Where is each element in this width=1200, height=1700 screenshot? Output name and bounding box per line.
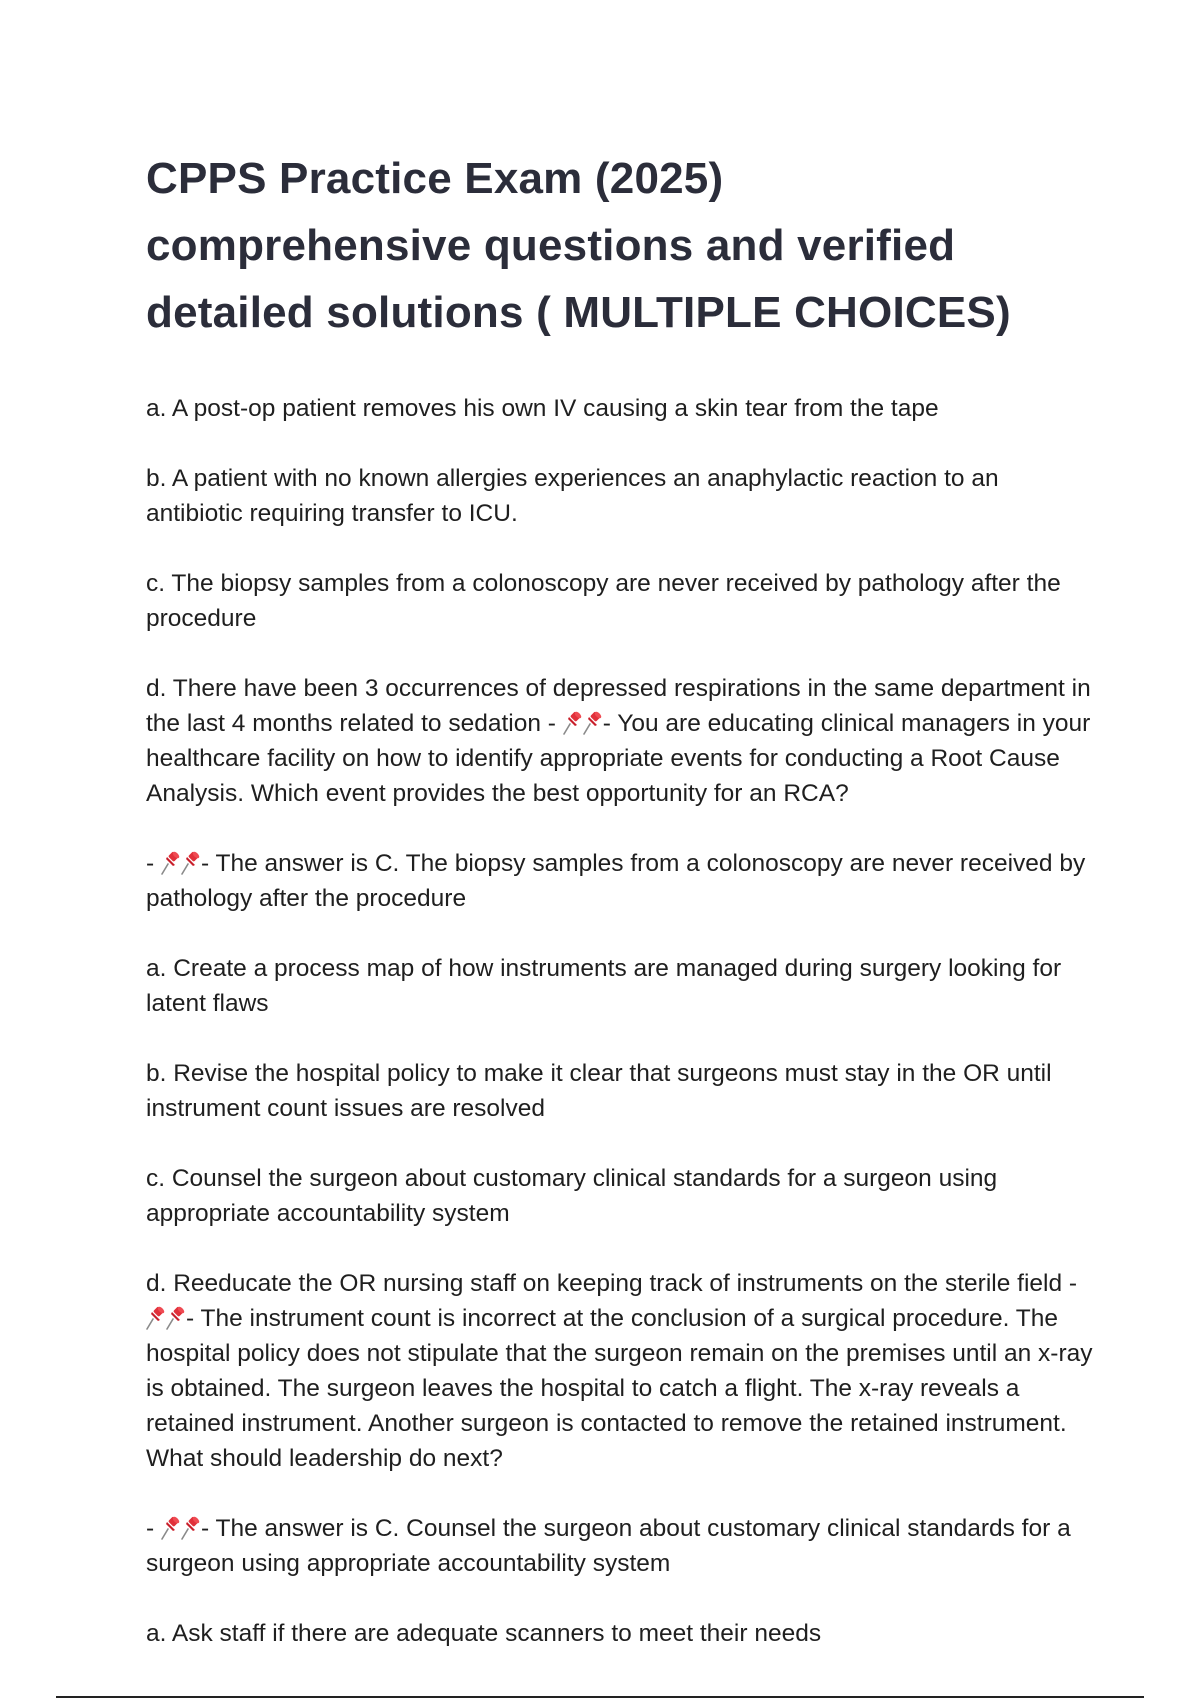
q1-option-d-text: d. There have been 3 occurrences of depressed respirations in the same department in the last 4 months related to sedation - (146, 675, 1091, 737)
pins (161, 846, 201, 881)
answer-dash: - (146, 850, 155, 877)
q1-option-b: b. A patient with no known allergies experiences an anaphylactic reaction to an antibiotic requiring transfer to ICU. (146, 465, 999, 527)
pins (146, 1301, 186, 1336)
page-bottom-rule (56, 1696, 1144, 1698)
title-line-3: detailed solutions ( MULTIPLE CHOICES) (146, 288, 1011, 337)
q2-option-c: c. Counsel the surgeon about customary clinical standards for a surgeon using appropriate accountability system (146, 1165, 998, 1227)
q2-option-d-text: d. Reeducate the OR nursing staff on keeping track of instruments on the sterile field - (146, 1270, 1078, 1297)
q1-answer-text: - The answer is C. The biopsy samples from a colonoscopy are never received by pathology after the procedure (146, 850, 1086, 912)
q2-option-b: b. Revise the hospital policy to make it clear that surgeons must stay in the OR until instrument count issues are resolved (146, 1060, 1052, 1122)
q1-option-a: a. A post-op patient removes his own IV causing a skin tear from the tape (146, 395, 939, 422)
q1-answer (146, 846, 1096, 916)
pushpin-icon (161, 851, 181, 875)
q2-option-d-question (146, 1266, 1096, 1476)
pushpin-icon (181, 851, 201, 875)
pushpin-icon (166, 1306, 186, 1330)
page-title (146, 145, 1096, 346)
pushpin-icon (181, 1516, 201, 1540)
q2-option-a: a. Create a process map of how instruments are managed during surgery looking for latent flaws (146, 955, 1062, 1017)
q2-answer-text: - The answer is C. Counsel the surgeon about customary clinical standards for a surgeon using appropriate accountability system (146, 1515, 1071, 1577)
pushpin-icon (161, 1516, 181, 1540)
q1-question-text: - You are educating clinical managers in your healthcare facility on how to identify appropriate events for conducting a Root Cause Analysis. Which event provides the best opportunity for an RCA? (146, 710, 1091, 807)
document-page (146, 145, 1096, 1651)
pins (161, 1511, 201, 1546)
q1-option-d-question (146, 671, 1096, 811)
answer-dash: - (146, 1515, 155, 1542)
title-line-2: comprehensive questions and verified (146, 221, 956, 270)
q3-option-a: a. Ask staff if there are adequate scanners to meet their needs (146, 1620, 822, 1647)
title-line-1: CPPS Practice Exam (2025) (146, 154, 724, 203)
q1-option-c: c. The biopsy samples from a colonoscopy are never received by pathology after the procedure (146, 570, 1061, 632)
pushpin-icon (563, 711, 583, 735)
q2-question-text: - The instrument count is incorrect at the conclusion of a surgical procedure. The hospital policy does not stipulate that the surgeon remain on the premises until an x-ray is obtained. The surgeon leaves the hospital to catch a flight. The x-ray reveals a retained instrument. Another surgeon is contacted to remove the retained instrument. What should leadership do next? (146, 1305, 1093, 1472)
pushpin-icon (583, 711, 603, 735)
pins (563, 706, 603, 741)
q2-answer (146, 1511, 1096, 1581)
pushpin-icon (146, 1306, 166, 1330)
